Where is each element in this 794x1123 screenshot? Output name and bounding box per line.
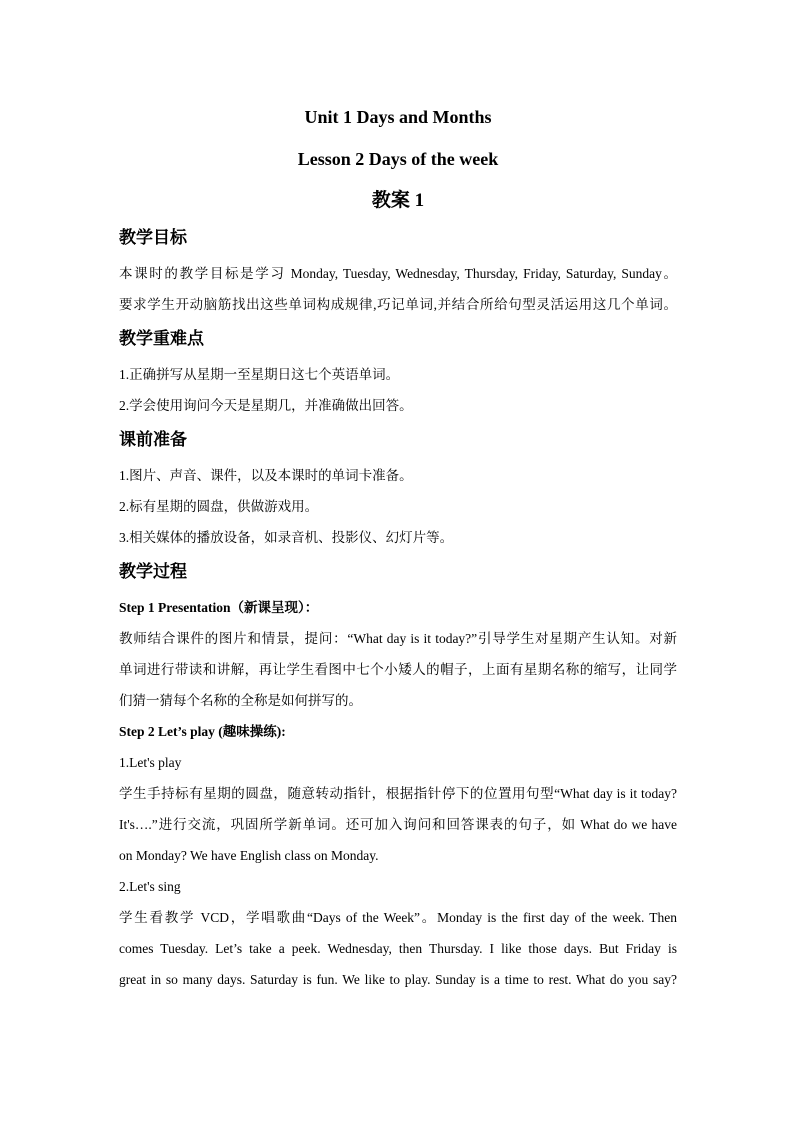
play-label: 1.Let's play [119, 755, 182, 770]
step1-line: 教师结合课件的图片和情景，提问：“What day is it today?”引导学生对星期产生认知。对新 [119, 631, 677, 646]
play-line: It's….”进行交流，巩固所学新单词。还可加入询问和回答课表的句子，如 What do we have [119, 817, 677, 832]
goals-line: 本课时的教学目标是学习 Monday, Tuesday, Wednesday, Thursday, Friday, Saturday, Sunday。 [119, 266, 677, 281]
list-item: 3.相关媒体的播放设备，如录音机、投影仪、幻灯片等。 [119, 530, 454, 545]
preparation-list [119, 460, 677, 553]
preparation-heading: 课前准备 [119, 430, 187, 450]
step1-line: 单词进行带读和讲解，再让学生看图中七个小矮人的帽子，上面有星期名称的缩写，让同学 [119, 662, 677, 677]
list-item: 1.正确拼写从星期一至星期日这七个英语单词。 [119, 367, 400, 382]
sing-line: great in so many days. Saturday is fun. We like to play. Sunday is a time to rest. What do you say? [119, 972, 677, 987]
goals-heading: 教学目标 [119, 228, 187, 248]
play-line: 学生手持标有星期的圆盘，随意转动指针，根据指针停下的位置用句型“What day is it today? [119, 786, 677, 801]
sing-line: comes Tuesday. Let’s take a peek. Wednesday, then Thursday. I like those days. But Friday is [119, 941, 677, 956]
lesson-title: Lesson 2 Days of the week [297, 149, 499, 169]
list-item: 1.图片、声音、课件，以及本课时的单词卡准备。 [119, 468, 413, 483]
step2-title: Step 2 Let’s play (趣味操练): [119, 724, 286, 739]
goals-line: 要求学生开动脑筋找出这些单词构成规律,巧记单词,并结合所给句型灵活运用这几个单词。 [119, 297, 677, 312]
unit-title: Unit 1 Days and Months [304, 107, 492, 127]
lesson-plan-page [119, 100, 677, 995]
plan-title: 教案 1 [371, 190, 425, 211]
sing-line: 学生看教学 VCD，学唱歌曲“Days of the Week”。Monday is the first day of the week. Then [119, 910, 677, 925]
goals-paragraph [119, 258, 677, 320]
sing-label: 2.Let's sing [119, 879, 181, 894]
step1-title: Step 1 Presentation（新课呈现）： [119, 600, 319, 615]
step1-line: 们猜一猜每个名称的全称是如何拼写的。 [119, 693, 362, 708]
list-item: 2.学会使用询问今天是星期几，并准确做出回答。 [119, 398, 413, 413]
process-content [119, 592, 677, 995]
key-points-list [119, 359, 677, 421]
list-item: 2.标有星期的圆盘，供做游戏用。 [119, 499, 319, 514]
play-line: on Monday? We have English class on Monday. [119, 848, 379, 863]
key-points-heading: 教学重难点 [119, 329, 204, 349]
process-heading: 教学过程 [119, 562, 187, 582]
